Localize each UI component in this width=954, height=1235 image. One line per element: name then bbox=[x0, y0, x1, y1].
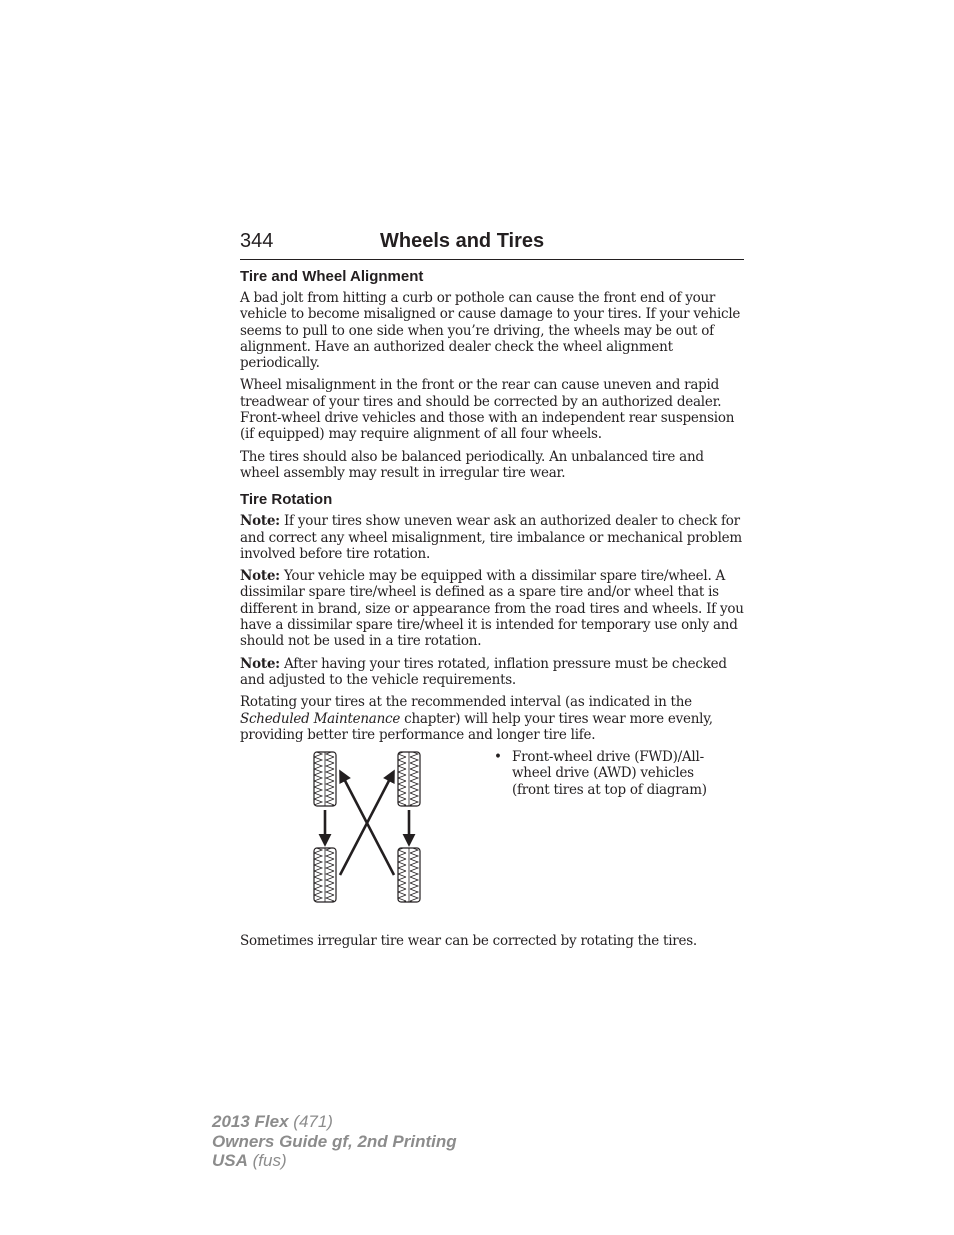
rotation-diagram-row bbox=[240, 751, 745, 933]
scheduled-maintenance-reference: Scheduled Maintenance bbox=[240, 710, 401, 727]
footer-market: USA bbox=[212, 1151, 248, 1170]
page-header bbox=[240, 228, 744, 260]
footer-model-code: (471) bbox=[288, 1112, 333, 1131]
alignment-paragraph-3: The tires should also be balanced periodically. An unbalanced tire and wheel assembly may result in irregular tire wear. bbox=[240, 448, 704, 481]
diagram-caption-bullet bbox=[492, 749, 742, 798]
bullet-icon: • bbox=[494, 749, 502, 766]
rotation-interval-paragraph bbox=[240, 694, 745, 743]
footer-model: 2013 Flex bbox=[212, 1112, 289, 1131]
page-number: 344 bbox=[240, 230, 274, 252]
footer-market-line bbox=[212, 1151, 457, 1171]
note-label: Note: bbox=[240, 513, 280, 530]
rotation-note-1 bbox=[240, 513, 745, 562]
footer-guide-line bbox=[212, 1132, 457, 1152]
rotation-note-3 bbox=[240, 656, 745, 689]
tire-icon-rear-left bbox=[314, 848, 336, 902]
note-label: Note: bbox=[240, 568, 280, 585]
note-1-text: If your tires show uneven wear ask an authorized dealer to check for and correct any wheel misalignment, tire imbalance or mechanical problem involved before tire rotation. bbox=[240, 513, 742, 562]
alignment-paragraph-1: A bad jolt from hitting a curb or pothole can cause the front end of your vehicle to become misaligned or cause damage to your tires. If your vehicle seems to pull to one side when you’re driving, the wheels may be out of alignment. Have an authorized dealer check the wheel alignment periodically. bbox=[240, 290, 741, 372]
interval-text-start: Rotating your tires at the recommended interval (as indicated in the bbox=[240, 694, 692, 711]
footer-model-line bbox=[212, 1112, 457, 1132]
closing-paragraph: Sometimes irregular tire wear can be corrected by rotating the tires. bbox=[240, 933, 697, 950]
interval-text-end: chapter) will help your tires wear more evenly, providing better tire performance and longer tire life. bbox=[240, 710, 713, 743]
heading-tire-rotation: Tire Rotation bbox=[240, 491, 333, 509]
alignment-paragraph-2: Wheel misalignment in the front or the rear can cause uneven and rapid treadwear of your tires and should be corrected by an authorized dealer. Front-wheel drive vehicles and those with an independent rear suspension (if equipped) may require alignment of all four wheels. bbox=[240, 377, 735, 443]
page-content bbox=[240, 268, 745, 955]
footer-market-code: (fus) bbox=[247, 1151, 287, 1170]
rotation-note-2 bbox=[240, 568, 745, 649]
heading-tire-wheel-alignment: Tire and Wheel Alignment bbox=[240, 268, 424, 285]
tire-icon-front-right bbox=[398, 752, 420, 806]
footer-guide: Owners Guide gf, 2nd Printing bbox=[212, 1131, 457, 1151]
note-label: Note: bbox=[240, 655, 280, 672]
note-2-text: Your vehicle may be equipped with a dissimilar spare tire/wheel. A dissimilar spare tire/wheel is defined as a spare tire and/or wheel that is different in brand, size or appearance from the road tires and wheels. If you have a dissimilar spare tire/wheel it is intended for temporary use only and should not be used in a tire rotation. bbox=[240, 568, 744, 650]
tire-rotation-diagram bbox=[312, 751, 422, 911]
tire-icon-front-left bbox=[314, 752, 336, 806]
note-3-text: After having your tires rotated, inflation pressure must be checked and adjusted to the vehicle requirements. bbox=[240, 655, 727, 688]
bullet-text: Front-wheel drive (FWD)/All-wheel drive (AWD) vehicles (front tires at top of diagram) bbox=[512, 749, 707, 798]
tire-icon-rear-right bbox=[398, 848, 420, 902]
page-footer bbox=[212, 1112, 457, 1171]
chapter-title: Wheels and Tires bbox=[380, 230, 545, 252]
